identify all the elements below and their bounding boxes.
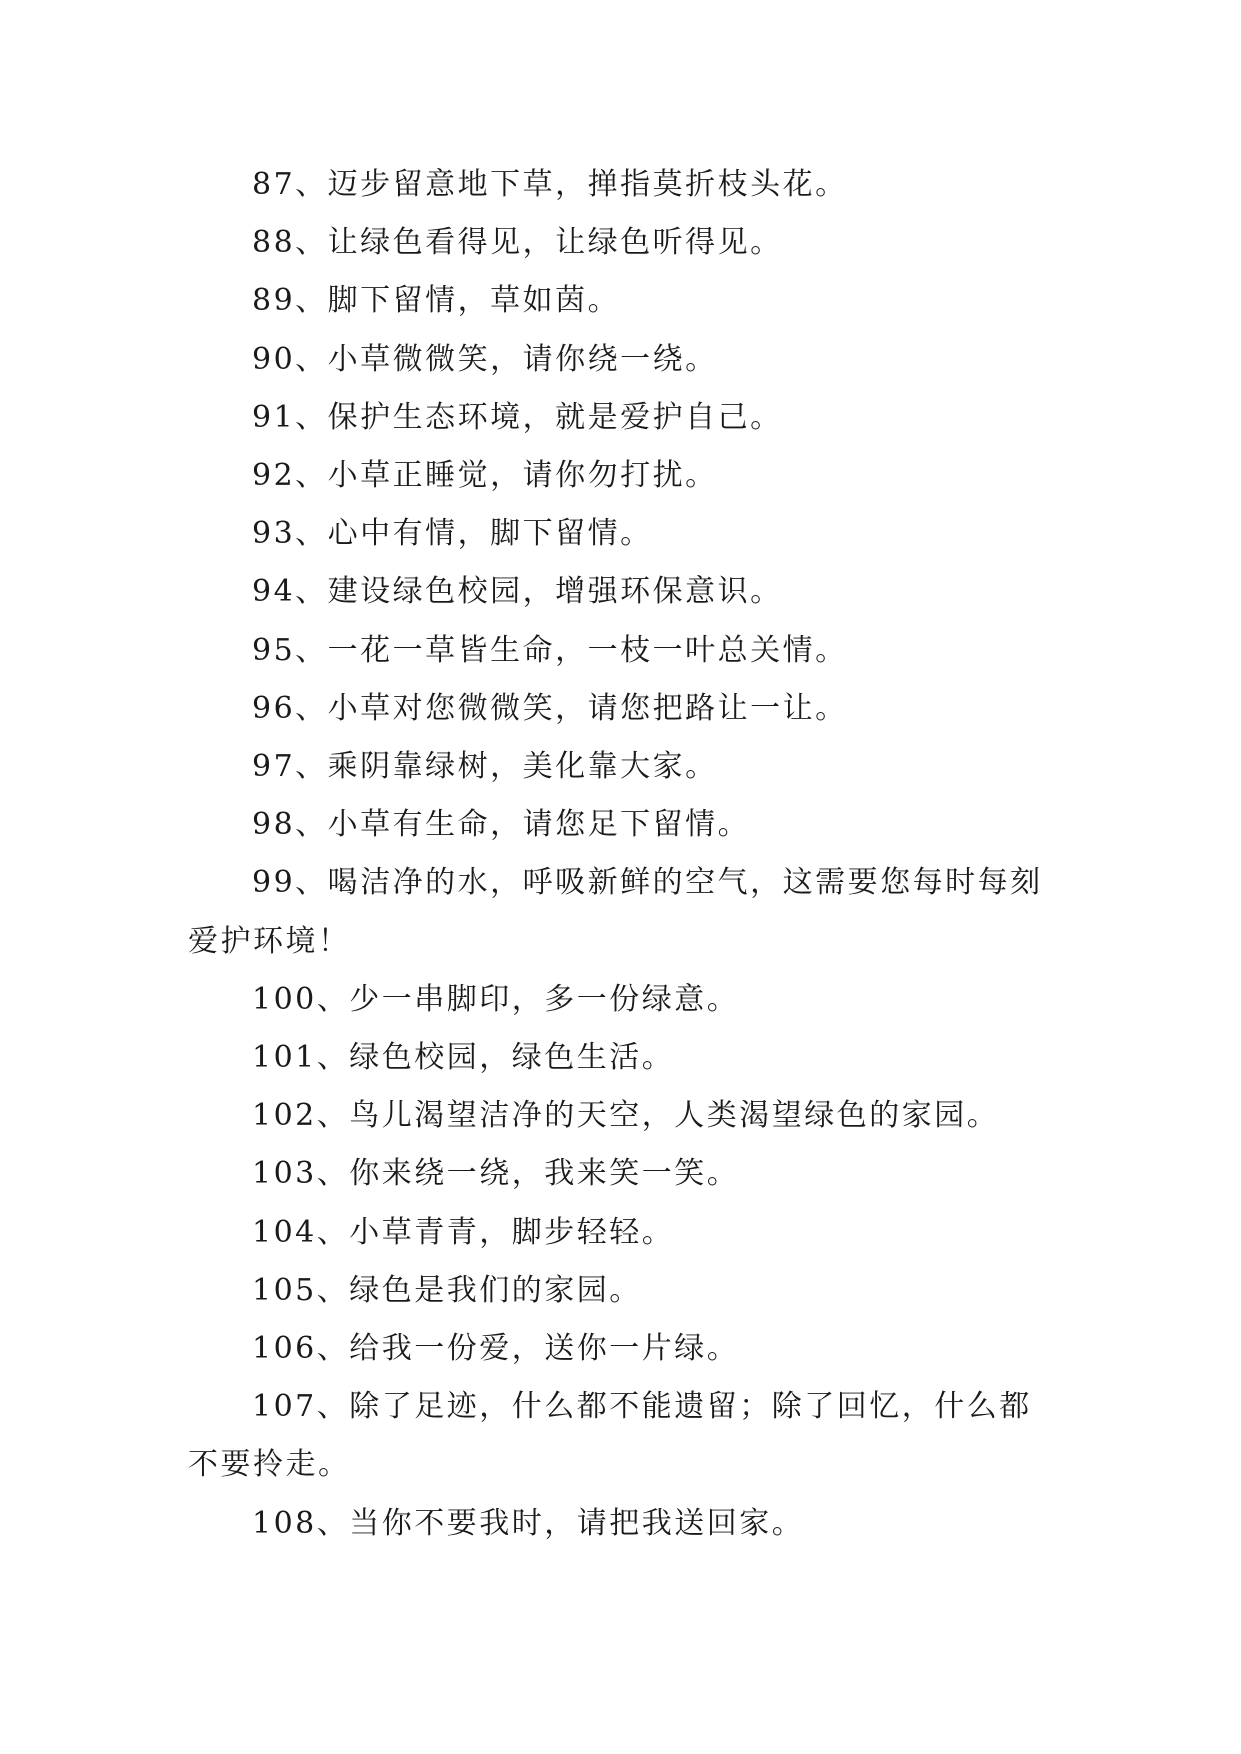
slogan-paragraph-102: 102、鸟儿渴望洁净的天空，人类渴望绿色的家园。 — [252, 1098, 1000, 1134]
slogan-paragraph-106: 106、给我一份爱，送你一片绿。 — [252, 1331, 740, 1367]
slogan-paragraph-90: 90、小草微微笑，请你绕一绕。 — [252, 341, 718, 377]
slogan-paragraph-105: 105、绿色是我们的家园。 — [252, 1272, 642, 1308]
slogan-paragraph-91: 91、保护生态环境，就是爱护自己。 — [252, 399, 783, 435]
slogan-paragraph-100: 100、少一串脚印，多一份绿意。 — [252, 981, 740, 1017]
slogan-paragraph-103: 103、你来绕一绕，我来笑一笑。 — [252, 1156, 740, 1192]
slogan-paragraph-95: 95、一花一草皆生命，一枝一叶总关情。 — [252, 632, 848, 668]
slogan-paragraph-108: 108、当你不要我时，请把我送回家。 — [252, 1505, 805, 1541]
slogan-paragraph-98: 98、小草有生命，请您足下留情。 — [252, 807, 751, 843]
slogan-paragraph-101: 101、绿色校园，绿色生活。 — [252, 1040, 675, 1076]
slogan-paragraph-94: 94、建设绿色校园，增强环保意识。 — [252, 574, 783, 610]
slogan-paragraph-107: 107、除了足迹，什么都不能遗留；除了回忆，什么都不要拎走。 — [188, 1389, 1032, 1483]
slogan-paragraph-104: 104、小草青青，脚步轻轻。 — [252, 1214, 675, 1250]
slogan-paragraph-96: 96、小草对您微微笑，请您把路让一让。 — [252, 690, 848, 726]
slogan-paragraph-88: 88、让绿色看得见，让绿色听得见。 — [252, 225, 783, 261]
slogan-paragraph-99: 99、喝洁净的水，呼吸新鲜的空气，这需要您每时每刻爱护环境！ — [188, 865, 1043, 959]
slogan-paragraph-87: 87、迈步留意地下草，掸指莫折枝头花。 — [252, 167, 848, 202]
slogan-paragraph-89: 89、脚下留情，草如茵。 — [252, 283, 621, 319]
slogan-paragraph-93: 93、心中有情，脚下留情。 — [252, 516, 653, 552]
document-body — [188, 156, 1050, 1553]
slogan-paragraph-92: 92、小草正睡觉，请你勿打扰。 — [252, 458, 718, 494]
slogan-paragraph-97: 97、乘阴靠绿树，美化靠大家。 — [252, 749, 718, 785]
